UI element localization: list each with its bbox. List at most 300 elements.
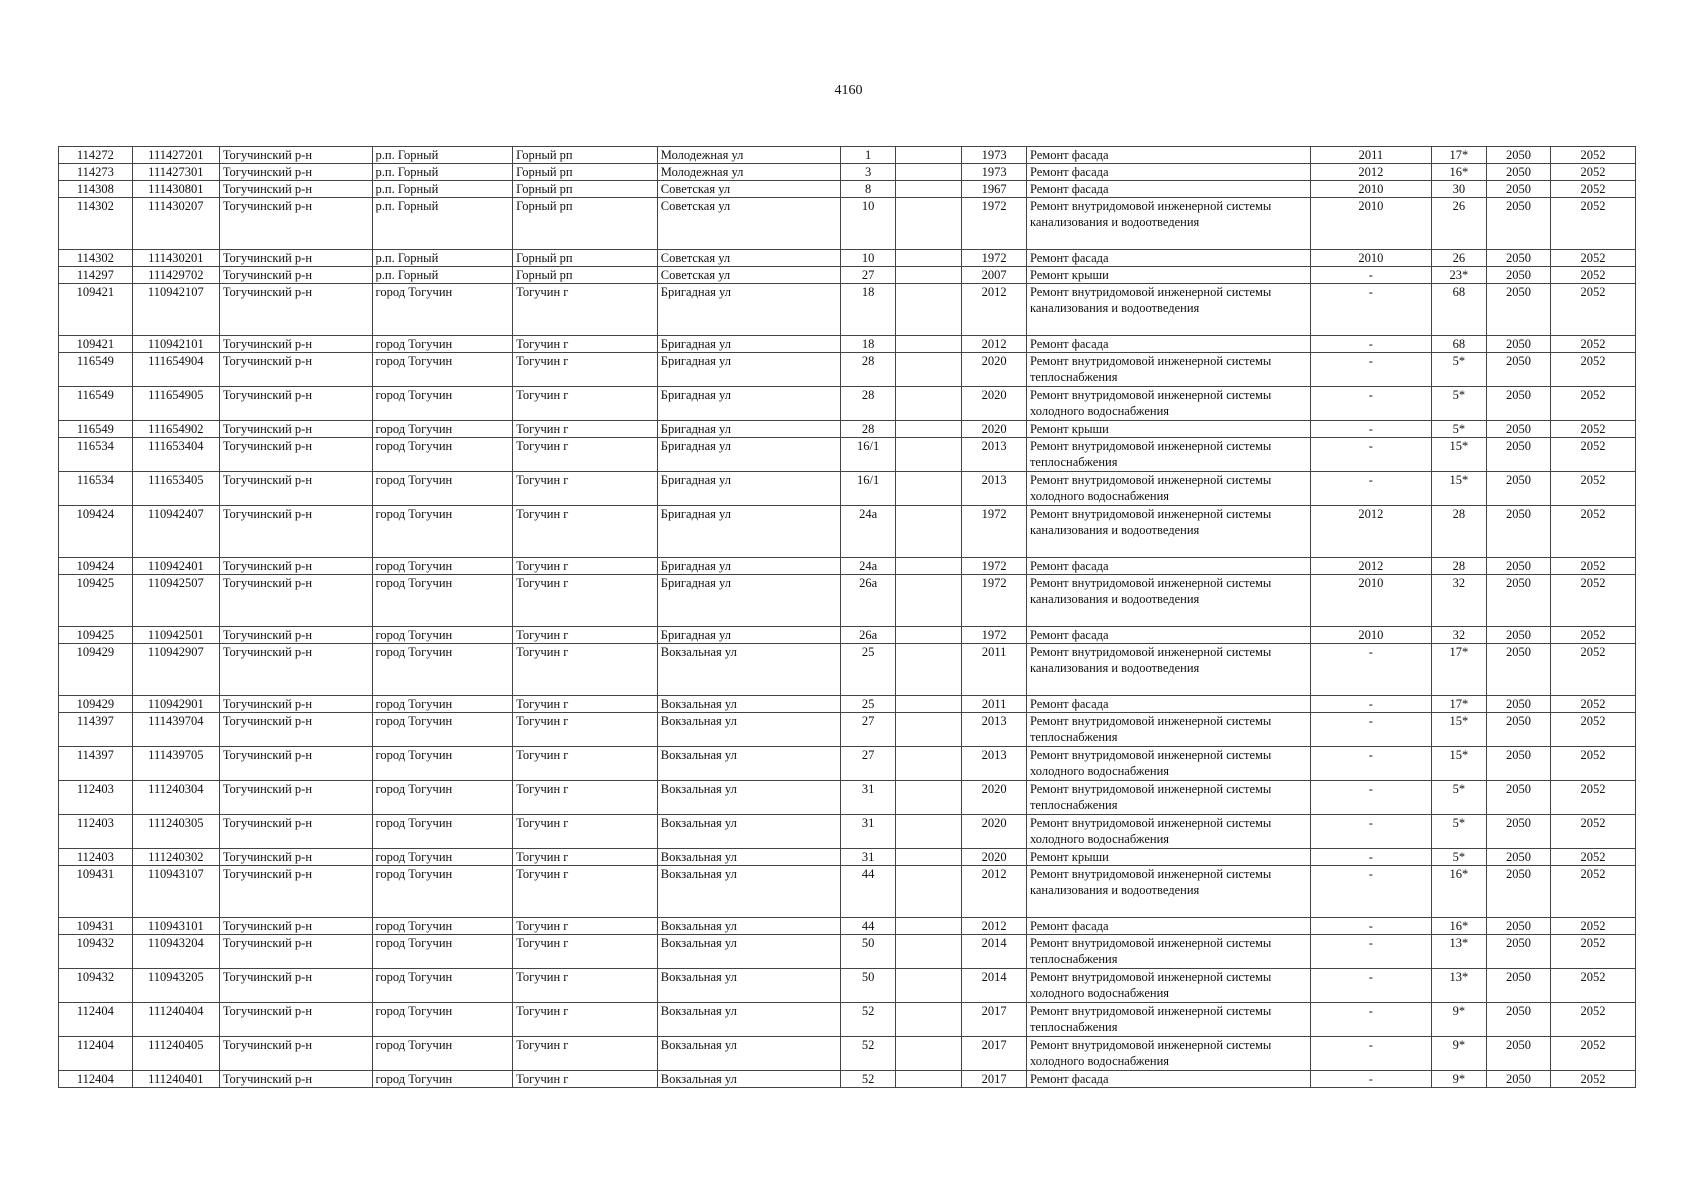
work-type-cell: Ремонт крыши [1026, 849, 1310, 866]
last-repair-cell: - [1311, 1071, 1431, 1088]
plan-start-cell: 2050 [1487, 336, 1551, 353]
element-id-cell: 111240401 [132, 1071, 219, 1088]
settlement-cell: город Тогучин [372, 575, 513, 627]
house-number-cell: 52 [840, 1037, 896, 1071]
house-number-cell: 1 [840, 147, 896, 164]
wear-cell: 28 [1431, 506, 1487, 558]
settlement-cell: город Тогучин [372, 506, 513, 558]
element-id-cell: 111240404 [132, 1003, 219, 1037]
register-table-body [59, 147, 1636, 1088]
house-id-cell: 112404 [59, 1071, 133, 1088]
last-repair-cell: 2010 [1311, 250, 1431, 267]
plan-start-cell: 2050 [1487, 918, 1551, 935]
last-repair-cell: - [1311, 747, 1431, 781]
house-id-cell: 109425 [59, 627, 133, 644]
district-cell: Тогучинский р-н [219, 387, 372, 421]
locality-cell: Тогучин г [513, 472, 658, 506]
plan-end-cell: 2052 [1550, 198, 1635, 250]
plan-start-cell: 2050 [1487, 198, 1551, 250]
house-id-cell: 109432 [59, 935, 133, 969]
wear-cell: 13* [1431, 935, 1487, 969]
house-number-cell: 26а [840, 627, 896, 644]
table-row [59, 781, 1636, 815]
house-id-cell: 114297 [59, 267, 133, 284]
district-cell: Тогучинский р-н [219, 644, 372, 696]
house-number-cell: 52 [840, 1003, 896, 1037]
house-id-cell: 112403 [59, 781, 133, 815]
plan-start-cell: 2050 [1487, 147, 1551, 164]
building-cell [896, 849, 962, 866]
building-cell [896, 198, 962, 250]
year-built-cell: 2012 [962, 284, 1027, 336]
last-repair-cell: 2010 [1311, 181, 1431, 198]
house-id-cell: 116534 [59, 438, 133, 472]
locality-cell: Горный рп [513, 198, 658, 250]
plan-end-cell: 2052 [1550, 1071, 1635, 1088]
wear-cell: 26 [1431, 198, 1487, 250]
district-cell: Тогучинский р-н [219, 506, 372, 558]
house-id-cell: 112403 [59, 815, 133, 849]
house-id-cell: 112403 [59, 849, 133, 866]
settlement-cell: город Тогучин [372, 1003, 513, 1037]
element-id-cell: 110942501 [132, 627, 219, 644]
house-number-cell: 28 [840, 421, 896, 438]
locality-cell: Тогучин г [513, 969, 658, 1003]
house-number-cell: 24а [840, 506, 896, 558]
plan-end-cell: 2052 [1550, 472, 1635, 506]
year-built-cell: 2013 [962, 472, 1027, 506]
street-cell: Вокзальная ул [657, 866, 840, 918]
plan-start-cell: 2050 [1487, 267, 1551, 284]
plan-end-cell: 2052 [1550, 438, 1635, 472]
settlement-cell: город Тогучин [372, 387, 513, 421]
street-cell: Бригадная ул [657, 336, 840, 353]
district-cell: Тогучинский р-н [219, 353, 372, 387]
wear-cell: 17* [1431, 696, 1487, 713]
plan-start-cell: 2050 [1487, 815, 1551, 849]
element-id-cell: 110943204 [132, 935, 219, 969]
work-type-cell: Ремонт внутридомовой инженерной системы холодного водоснабжения [1026, 815, 1310, 849]
building-cell [896, 472, 962, 506]
work-type-cell: Ремонт внутридомовой инженерной системы канализования и водоотведения [1026, 284, 1310, 336]
plan-end-cell: 2052 [1550, 353, 1635, 387]
district-cell: Тогучинский р-н [219, 421, 372, 438]
work-type-cell: Ремонт фасада [1026, 696, 1310, 713]
plan-end-cell: 2052 [1550, 1003, 1635, 1037]
table-row [59, 438, 1636, 472]
work-type-cell: Ремонт фасада [1026, 918, 1310, 935]
house-id-cell: 112404 [59, 1037, 133, 1071]
district-cell: Тогучинский р-н [219, 918, 372, 935]
table-row [59, 284, 1636, 336]
house-number-cell: 10 [840, 198, 896, 250]
work-type-cell: Ремонт внутридомовой инженерной системы канализования и водоотведения [1026, 198, 1310, 250]
work-type-cell: Ремонт крыши [1026, 421, 1310, 438]
work-type-cell: Ремонт фасада [1026, 250, 1310, 267]
plan-start-cell: 2050 [1487, 644, 1551, 696]
locality-cell: Тогучин г [513, 815, 658, 849]
last-repair-cell: 2011 [1311, 147, 1431, 164]
plan-start-cell: 2050 [1487, 421, 1551, 438]
settlement-cell: город Тогучин [372, 1071, 513, 1088]
settlement-cell: город Тогучин [372, 421, 513, 438]
district-cell: Тогучинский р-н [219, 1037, 372, 1071]
wear-cell: 17* [1431, 147, 1487, 164]
plan-end-cell: 2052 [1550, 181, 1635, 198]
settlement-cell: город Тогучин [372, 336, 513, 353]
page-number: 4160 [834, 83, 863, 98]
settlement-cell: р.п. Горный [372, 164, 513, 181]
element-id-cell: 111653405 [132, 472, 219, 506]
plan-end-cell: 2052 [1550, 644, 1635, 696]
last-repair-cell: - [1311, 1003, 1431, 1037]
street-cell: Вокзальная ул [657, 713, 840, 747]
locality-cell: Горный рп [513, 267, 658, 284]
element-id-cell: 110942507 [132, 575, 219, 627]
plan-end-cell: 2052 [1550, 336, 1635, 353]
settlement-cell: город Тогучин [372, 849, 513, 866]
locality-cell: Тогучин г [513, 438, 658, 472]
work-type-cell: Ремонт внутридомовой инженерной системы теплоснабжения [1026, 438, 1310, 472]
year-built-cell: 2012 [962, 336, 1027, 353]
work-type-cell: Ремонт внутридомовой инженерной системы теплоснабжения [1026, 935, 1310, 969]
year-built-cell: 2020 [962, 849, 1027, 866]
house-number-cell: 16/1 [840, 472, 896, 506]
element-id-cell: 111654904 [132, 353, 219, 387]
street-cell: Вокзальная ул [657, 849, 840, 866]
last-repair-cell: - [1311, 284, 1431, 336]
element-id-cell: 110943101 [132, 918, 219, 935]
building-cell [896, 815, 962, 849]
work-type-cell: Ремонт внутридомовой инженерной системы холодного водоснабжения [1026, 747, 1310, 781]
house-id-cell: 114302 [59, 250, 133, 267]
year-built-cell: 2017 [962, 1003, 1027, 1037]
year-built-cell: 1973 [962, 164, 1027, 181]
locality-cell: Тогучин г [513, 644, 658, 696]
house-number-cell: 3 [840, 164, 896, 181]
plan-start-cell: 2050 [1487, 747, 1551, 781]
building-cell [896, 284, 962, 336]
year-built-cell: 2020 [962, 815, 1027, 849]
plan-end-cell: 2052 [1550, 815, 1635, 849]
table-row [59, 558, 1636, 575]
settlement-cell: р.п. Горный [372, 198, 513, 250]
work-type-cell: Ремонт внутридомовой инженерной системы холодного водоснабжения [1026, 472, 1310, 506]
element-id-cell: 110942907 [132, 644, 219, 696]
last-repair-cell: - [1311, 866, 1431, 918]
building-cell [896, 713, 962, 747]
building-cell [896, 147, 962, 164]
plan-start-cell: 2050 [1487, 781, 1551, 815]
house-number-cell: 50 [840, 969, 896, 1003]
district-cell: Тогучинский р-н [219, 713, 372, 747]
street-cell: Советская ул [657, 267, 840, 284]
street-cell: Вокзальная ул [657, 1037, 840, 1071]
element-id-cell: 111654905 [132, 387, 219, 421]
district-cell: Тогучинский р-н [219, 472, 372, 506]
district-cell: Тогучинский р-н [219, 250, 372, 267]
building-cell [896, 969, 962, 1003]
locality-cell: Тогучин г [513, 713, 658, 747]
plan-start-cell: 2050 [1487, 250, 1551, 267]
wear-cell: 9* [1431, 1003, 1487, 1037]
register-table [58, 146, 1636, 1088]
settlement-cell: город Тогучин [372, 918, 513, 935]
settlement-cell: город Тогучин [372, 747, 513, 781]
building-cell [896, 866, 962, 918]
table-row [59, 353, 1636, 387]
last-repair-cell: - [1311, 918, 1431, 935]
plan-end-cell: 2052 [1550, 747, 1635, 781]
last-repair-cell: - [1311, 644, 1431, 696]
wear-cell: 5* [1431, 387, 1487, 421]
street-cell: Бригадная ул [657, 353, 840, 387]
last-repair-cell: - [1311, 713, 1431, 747]
settlement-cell: р.п. Горный [372, 147, 513, 164]
work-type-cell: Ремонт внутридомовой инженерной системы канализования и водоотведения [1026, 506, 1310, 558]
house-id-cell: 109431 [59, 918, 133, 935]
plan-end-cell: 2052 [1550, 506, 1635, 558]
element-id-cell: 111427301 [132, 164, 219, 181]
last-repair-cell: - [1311, 696, 1431, 713]
element-id-cell: 110942901 [132, 696, 219, 713]
district-cell: Тогучинский р-н [219, 866, 372, 918]
house-number-cell: 26а [840, 575, 896, 627]
locality-cell: Тогучин г [513, 353, 658, 387]
year-built-cell: 1972 [962, 558, 1027, 575]
plan-end-cell: 2052 [1550, 284, 1635, 336]
building-cell [896, 935, 962, 969]
table-row [59, 918, 1636, 935]
table-row [59, 575, 1636, 627]
district-cell: Тогучинский р-н [219, 1003, 372, 1037]
house-number-cell: 18 [840, 336, 896, 353]
last-repair-cell: - [1311, 353, 1431, 387]
street-cell: Советская ул [657, 181, 840, 198]
street-cell: Вокзальная ул [657, 935, 840, 969]
element-id-cell: 111240305 [132, 815, 219, 849]
building-cell [896, 181, 962, 198]
house-id-cell: 109424 [59, 506, 133, 558]
year-built-cell: 2012 [962, 918, 1027, 935]
year-built-cell: 1972 [962, 198, 1027, 250]
house-number-cell: 10 [840, 250, 896, 267]
district-cell: Тогучинский р-н [219, 696, 372, 713]
last-repair-cell: 2010 [1311, 627, 1431, 644]
last-repair-cell: - [1311, 969, 1431, 1003]
plan-end-cell: 2052 [1550, 558, 1635, 575]
house-id-cell: 114272 [59, 147, 133, 164]
building-cell [896, 438, 962, 472]
work-type-cell: Ремонт внутридомовой инженерной системы канализования и водоотведения [1026, 866, 1310, 918]
wear-cell: 17* [1431, 644, 1487, 696]
plan-start-cell: 2050 [1487, 1003, 1551, 1037]
work-type-cell: Ремонт внутридомовой инженерной системы теплоснабжения [1026, 1003, 1310, 1037]
work-type-cell: Ремонт фасада [1026, 147, 1310, 164]
plan-start-cell: 2050 [1487, 353, 1551, 387]
element-id-cell: 111430201 [132, 250, 219, 267]
locality-cell: Горный рп [513, 181, 658, 198]
locality-cell: Тогучин г [513, 866, 658, 918]
table-row [59, 267, 1636, 284]
house-number-cell: 18 [840, 284, 896, 336]
element-id-cell: 111439704 [132, 713, 219, 747]
building-cell [896, 506, 962, 558]
house-number-cell: 44 [840, 918, 896, 935]
work-type-cell: Ремонт фасада [1026, 336, 1310, 353]
table-row [59, 421, 1636, 438]
settlement-cell: р.п. Горный [372, 250, 513, 267]
settlement-cell: город Тогучин [372, 438, 513, 472]
locality-cell: Тогучин г [513, 1071, 658, 1088]
table-row [59, 147, 1636, 164]
element-id-cell: 111429702 [132, 267, 219, 284]
last-repair-cell: - [1311, 387, 1431, 421]
house-number-cell: 28 [840, 353, 896, 387]
table-row [59, 747, 1636, 781]
locality-cell: Тогучин г [513, 849, 658, 866]
work-type-cell: Ремонт фасада [1026, 627, 1310, 644]
plan-end-cell: 2052 [1550, 849, 1635, 866]
year-built-cell: 1967 [962, 181, 1027, 198]
plan-start-cell: 2050 [1487, 506, 1551, 558]
building-cell [896, 1071, 962, 1088]
district-cell: Тогучинский р-н [219, 627, 372, 644]
wear-cell: 68 [1431, 284, 1487, 336]
work-type-cell: Ремонт внутридомовой инженерной системы теплоснабжения [1026, 353, 1310, 387]
street-cell: Вокзальная ул [657, 781, 840, 815]
plan-start-cell: 2050 [1487, 181, 1551, 198]
year-built-cell: 2011 [962, 696, 1027, 713]
last-repair-cell: - [1311, 815, 1431, 849]
wear-cell: 15* [1431, 438, 1487, 472]
settlement-cell: город Тогучин [372, 969, 513, 1003]
table-row [59, 849, 1636, 866]
wear-cell: 23* [1431, 267, 1487, 284]
plan-start-cell: 2050 [1487, 438, 1551, 472]
house-number-cell: 50 [840, 935, 896, 969]
table-row [59, 696, 1636, 713]
district-cell: Тогучинский р-н [219, 284, 372, 336]
house-id-cell: 109421 [59, 284, 133, 336]
locality-cell: Тогучин г [513, 506, 658, 558]
plan-end-cell: 2052 [1550, 1037, 1635, 1071]
building-cell [896, 918, 962, 935]
house-id-cell: 109424 [59, 558, 133, 575]
plan-start-cell: 2050 [1487, 849, 1551, 866]
wear-cell: 5* [1431, 421, 1487, 438]
locality-cell: Тогучин г [513, 336, 658, 353]
district-cell: Тогучинский р-н [219, 164, 372, 181]
last-repair-cell: - [1311, 267, 1431, 284]
wear-cell: 9* [1431, 1037, 1487, 1071]
year-built-cell: 2020 [962, 421, 1027, 438]
locality-cell: Тогучин г [513, 747, 658, 781]
building-cell [896, 267, 962, 284]
locality-cell: Горный рп [513, 147, 658, 164]
element-id-cell: 110943205 [132, 969, 219, 1003]
element-id-cell: 111430801 [132, 181, 219, 198]
plan-end-cell: 2052 [1550, 387, 1635, 421]
house-id-cell: 114308 [59, 181, 133, 198]
street-cell: Советская ул [657, 250, 840, 267]
district-cell: Тогучинский р-н [219, 198, 372, 250]
house-id-cell: 116549 [59, 421, 133, 438]
last-repair-cell: - [1311, 336, 1431, 353]
element-id-cell: 111654902 [132, 421, 219, 438]
house-number-cell: 31 [840, 849, 896, 866]
building-cell [896, 696, 962, 713]
street-cell: Вокзальная ул [657, 969, 840, 1003]
district-cell: Тогучинский р-н [219, 147, 372, 164]
wear-cell: 15* [1431, 472, 1487, 506]
settlement-cell: город Тогучин [372, 815, 513, 849]
house-number-cell: 25 [840, 696, 896, 713]
work-type-cell: Ремонт внутридомовой инженерной системы холодного водоснабжения [1026, 387, 1310, 421]
street-cell: Вокзальная ул [657, 696, 840, 713]
house-number-cell: 16/1 [840, 438, 896, 472]
building-cell [896, 627, 962, 644]
element-id-cell: 111240302 [132, 849, 219, 866]
plan-end-cell: 2052 [1550, 147, 1635, 164]
district-cell: Тогучинский р-н [219, 935, 372, 969]
house-number-cell: 27 [840, 713, 896, 747]
last-repair-cell: - [1311, 935, 1431, 969]
building-cell [896, 558, 962, 575]
plan-end-cell: 2052 [1550, 575, 1635, 627]
element-id-cell: 110942407 [132, 506, 219, 558]
house-id-cell: 109429 [59, 696, 133, 713]
wear-cell: 5* [1431, 353, 1487, 387]
element-id-cell: 111430207 [132, 198, 219, 250]
building-cell [896, 421, 962, 438]
locality-cell: Тогучин г [513, 918, 658, 935]
plan-end-cell: 2052 [1550, 781, 1635, 815]
building-cell [896, 164, 962, 181]
house-number-cell: 8 [840, 181, 896, 198]
work-type-cell: Ремонт внутридомовой инженерной системы холодного водоснабжения [1026, 1037, 1310, 1071]
street-cell: Молодежная ул [657, 147, 840, 164]
plan-end-cell: 2052 [1550, 421, 1635, 438]
wear-cell: 16* [1431, 918, 1487, 935]
work-type-cell: Ремонт внутридомовой инженерной системы теплоснабжения [1026, 713, 1310, 747]
district-cell: Тогучинский р-н [219, 575, 372, 627]
element-id-cell: 111240304 [132, 781, 219, 815]
house-id-cell: 109429 [59, 644, 133, 696]
plan-end-cell: 2052 [1550, 713, 1635, 747]
house-id-cell: 109421 [59, 336, 133, 353]
wear-cell: 15* [1431, 747, 1487, 781]
plan-start-cell: 2050 [1487, 969, 1551, 1003]
work-type-cell: Ремонт внутридомовой инженерной системы теплоснабжения [1026, 781, 1310, 815]
settlement-cell: р.п. Горный [372, 267, 513, 284]
house-number-cell: 52 [840, 1071, 896, 1088]
table-row [59, 198, 1636, 250]
year-built-cell: 2020 [962, 781, 1027, 815]
house-number-cell: 24а [840, 558, 896, 575]
street-cell: Бригадная ул [657, 627, 840, 644]
table-row [59, 969, 1636, 1003]
street-cell: Вокзальная ул [657, 644, 840, 696]
plan-start-cell: 2050 [1487, 558, 1551, 575]
table-row [59, 866, 1636, 918]
year-built-cell: 2013 [962, 438, 1027, 472]
last-repair-cell: 2012 [1311, 558, 1431, 575]
house-number-cell: 27 [840, 267, 896, 284]
house-id-cell: 114273 [59, 164, 133, 181]
table-row [59, 250, 1636, 267]
table-row [59, 1037, 1636, 1071]
